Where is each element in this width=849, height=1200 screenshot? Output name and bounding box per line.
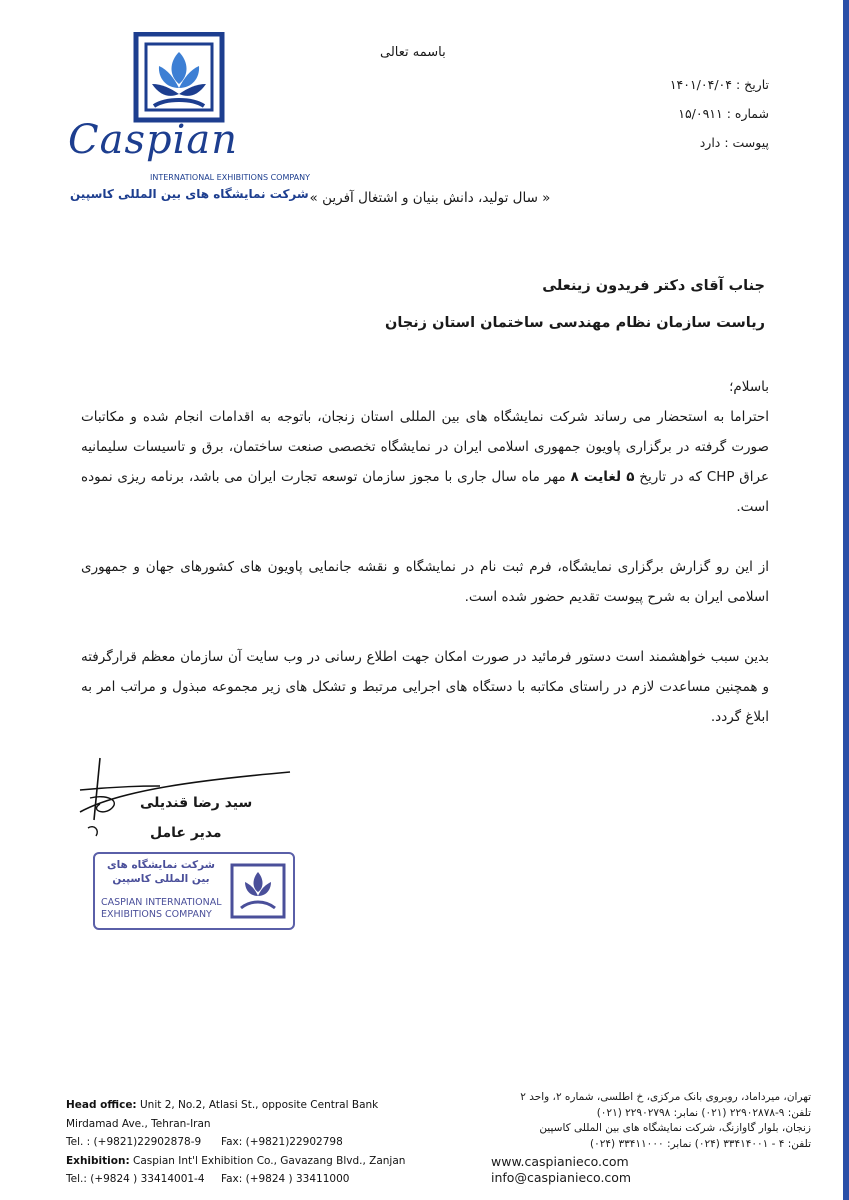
footer-head-office-address-2: Mirdamad Ave., Tehran-Iran bbox=[66, 1117, 211, 1130]
year-slogan: « سال تولید، دانش بنیان و اشتغال آفرین » bbox=[309, 190, 551, 206]
letter-attachment: پیوست : دارد bbox=[699, 135, 769, 150]
tehran-tel: Tel. : (+9821)22902878-9 bbox=[66, 1136, 202, 1148]
head-office-label: Head office: bbox=[66, 1099, 137, 1111]
stamp-fa-line-1: شرکت نمایشگاه های bbox=[106, 859, 216, 871]
paragraph-1 bbox=[81, 402, 769, 522]
stamp-lotus-icon bbox=[229, 862, 287, 920]
logo-persian-name: شرکت نمایشگاه های بین المللی کاسپین bbox=[70, 187, 309, 201]
footer-fa-line-4: تلفن: ۴ - ۳۳۴۱۴۰۰۱ (۰۲۴) نمابر: ۳۳۴۱۱۰۰۰ (۰۲۴) bbox=[590, 1137, 811, 1150]
footer-fa-line-1: تهران، میرداماد، روبروی بانک مرکزی، خ اطلسی، شماره ۲، واحد ۲ bbox=[520, 1091, 811, 1103]
tehran-fax: Fax: (+9821)22902798 bbox=[221, 1136, 343, 1148]
paragraph-1-part-b: مهر ماه سال جاری با مجوز سازمان توسعه تجارت ایران می باشد، برنامه ریزی نموده است. bbox=[81, 469, 769, 515]
letter-meta bbox=[529, 70, 769, 157]
footer-english-contact bbox=[66, 1096, 406, 1189]
lotus-emblem-icon bbox=[124, 32, 234, 124]
stamp-persian-text bbox=[101, 858, 221, 886]
exhibition-label: Exhibition: bbox=[66, 1154, 130, 1167]
paragraph-3: بدین سبب خواهشمند است دستور فرمائید در صورت امکان جهت اطلاع رسانی در وب سایت آن سازمان معظم قرارگرفته و همچنین مساعدت لازم در راستای مکاتبه با دستگاه های اجرایی مرتبط و تشکل های زیر مجموعه مبذول و مراتب امر به ابلاغ گردد. bbox=[81, 649, 769, 725]
footer-fa-line-3: زنجان، بلوار گاوازنگ، شرکت نمایشگاه های بین المللی کاسپین bbox=[539, 1122, 811, 1134]
caspian-logo bbox=[62, 32, 312, 201]
recipient-name: جناب آقای دکتر فریدون زینعلی bbox=[542, 278, 765, 294]
bismillah-heading: باسمه تعالی bbox=[380, 45, 446, 60]
stamp-en-line-1: CASPIAN INTERNATIONAL bbox=[101, 897, 222, 908]
letter-body bbox=[81, 372, 769, 746]
footer-tehran-phones bbox=[66, 1133, 406, 1152]
zanjan-tel: Tel.: (+9824 ) 33414001-4 bbox=[66, 1173, 205, 1185]
paragraph-1-dates: ۵ لغایت ۸ bbox=[570, 469, 635, 485]
side-accent-bar bbox=[843, 0, 849, 1200]
head-office-address: Unit 2, No.2, Atlasi St., opposite Central Bank bbox=[139, 1099, 379, 1111]
letter-date: تاریخ : ۱۴۰۱/۰۴/۰۴ bbox=[669, 77, 769, 92]
email-link[interactable]: info@caspianieco.com bbox=[491, 1169, 632, 1185]
footer-persian-contact bbox=[491, 1090, 811, 1185]
paragraph-1-part-a: احتراما به استحضار می رساند شرکت نمایشگاه های بین المللی استان زنجان، باتوجه به اقدامات انجام شده و مکاتبات صورت گرفته در برگزاری پاویون جمهوری اسلامی ایران در نمایشگاه تخصصی صنعت ساختمان، برق و تاسیسات سلیمانیه عراق CHP که در تاریخ bbox=[81, 409, 770, 485]
zanjan-fax: Fax: (+9824 ) 33411000 bbox=[221, 1173, 350, 1185]
greeting: باسلام؛ bbox=[729, 379, 769, 395]
signatory-name: سید رضا قندیلی bbox=[140, 795, 253, 811]
signatory-title: مدیر عامل bbox=[150, 825, 222, 841]
letter-number: شماره : ۱۵/۰۹۱۱ bbox=[678, 106, 769, 121]
website-link[interactable]: www.caspianieco.com bbox=[491, 1154, 629, 1169]
footer-exhibition bbox=[66, 1152, 406, 1171]
company-stamp bbox=[93, 852, 295, 930]
footer-zanjan-phones bbox=[66, 1170, 406, 1189]
logo-wordmark: Caspian bbox=[68, 117, 238, 163]
paragraph-2: از این رو گزارش برگزاری نمایشگاه، فرم ثبت نام در نمایشگاه و نقشه جانمایی پاویون های کشورهای جهان و جمهوری اسلامی ایران به شرح پیوست تقدیم حضور شده است. bbox=[81, 559, 769, 605]
recipient-position: ریاست سازمان نظام مهندسی ساختمان استان زنجان bbox=[384, 315, 765, 331]
exhibition-address: Caspian Int'l Exhibition Co., Gavazang Blvd., Zanjan bbox=[133, 1154, 406, 1167]
stamp-en-line-2: EXHIBITIONS COMPANY bbox=[101, 909, 212, 920]
stamp-fa-line-2: بین المللی کاسپین bbox=[112, 873, 210, 885]
logo-subtitle: INTERNATIONAL EXHIBITIONS COMPANY bbox=[150, 173, 311, 182]
recipient-block bbox=[265, 268, 765, 342]
footer-head-office bbox=[66, 1096, 406, 1115]
footer-web-links bbox=[491, 1154, 811, 1185]
footer-fa-line-2: تلفن: ۹-۲۲۹۰۲۸۷۸ (۰۲۱) نمابر: ۲۲۹۰۲۷۹۸ (۰۲۱) bbox=[596, 1106, 811, 1119]
